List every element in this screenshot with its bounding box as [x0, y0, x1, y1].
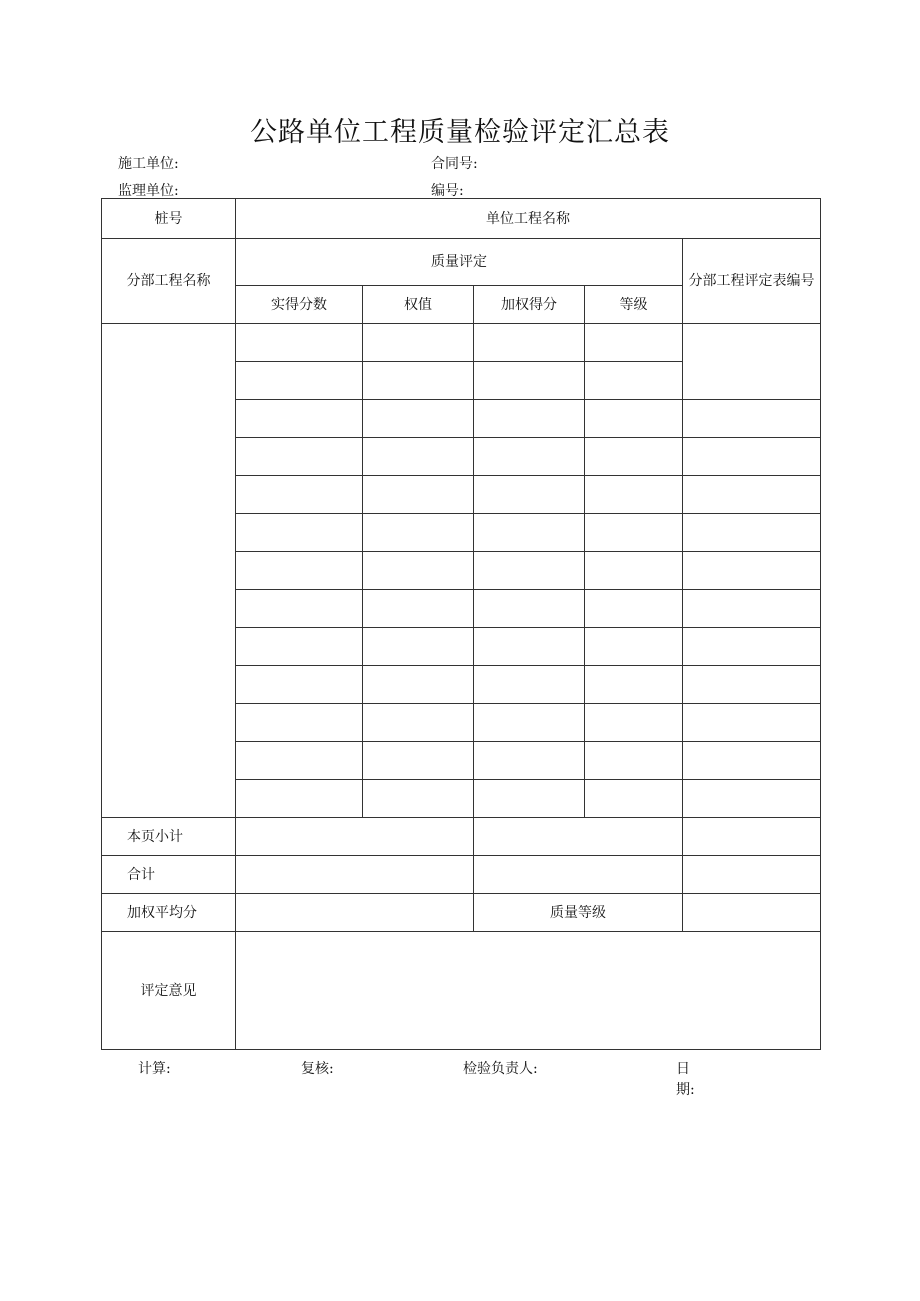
sub-form-no-cell[interactable]	[683, 666, 821, 704]
review-label: 复核:	[301, 1061, 334, 1077]
inspector-label: 检验负责人:	[463, 1061, 538, 1077]
form-title: 公路单位工程质量检验评定汇总表	[250, 117, 670, 148]
weight-cell[interactable]	[363, 476, 474, 514]
weight-cell[interactable]	[363, 324, 474, 362]
unit-project-name-label: 单位工程名称	[236, 199, 821, 239]
sub-project-name-cell[interactable]	[102, 324, 236, 818]
col-actual-score: 实得分数	[236, 286, 363, 324]
weighted-score-cell[interactable]	[474, 552, 585, 590]
pile-no-label: 桩号	[102, 199, 236, 239]
grade-cell[interactable]	[585, 552, 683, 590]
grade-cell[interactable]	[585, 400, 683, 438]
weighted-score-cell[interactable]	[474, 438, 585, 476]
actual-score-cell[interactable]	[236, 324, 363, 362]
sub-form-no-cell[interactable]	[683, 400, 821, 438]
weight-cell[interactable]	[363, 666, 474, 704]
grade-cell[interactable]	[585, 324, 683, 362]
weighted-average-cell[interactable]	[236, 894, 474, 932]
calculation-label: 计算:	[138, 1061, 171, 1077]
sub-form-no-cell[interactable]	[683, 514, 821, 552]
actual-score-cell[interactable]	[236, 362, 363, 400]
subtotal-extra-cell[interactable]	[683, 818, 821, 856]
actual-score-cell[interactable]	[236, 666, 363, 704]
date-label-line1: 日	[676, 1061, 690, 1077]
grade-cell[interactable]	[585, 590, 683, 628]
grade-cell[interactable]	[585, 780, 683, 818]
grade-cell[interactable]	[585, 628, 683, 666]
grade-cell[interactable]	[585, 742, 683, 780]
sub-project-name-label: 分部工程名称	[102, 239, 236, 324]
weight-cell[interactable]	[363, 400, 474, 438]
opinion-cell[interactable]	[236, 932, 821, 1050]
grade-cell[interactable]	[585, 476, 683, 514]
sub-form-no-cell[interactable]	[683, 628, 821, 666]
page-subtotal-label: 本页小计	[102, 818, 236, 856]
col-weight: 权值	[363, 286, 474, 324]
weight-cell[interactable]	[363, 552, 474, 590]
actual-score-cell[interactable]	[236, 400, 363, 438]
sub-form-no-cell[interactable]	[683, 438, 821, 476]
weighted-score-cell[interactable]	[474, 780, 585, 818]
weight-cell[interactable]	[363, 780, 474, 818]
sub-form-no-cell[interactable]	[683, 476, 821, 514]
evaluation-summary-table	[101, 198, 821, 1050]
construction-unit-label: 施工单位:	[118, 156, 179, 172]
weight-cell[interactable]	[363, 704, 474, 742]
weight-cell[interactable]	[363, 742, 474, 780]
weighted-score-cell[interactable]	[474, 628, 585, 666]
sub-form-no-cell[interactable]	[683, 590, 821, 628]
grade-cell[interactable]	[585, 362, 683, 400]
actual-score-cell[interactable]	[236, 590, 363, 628]
serial-no-label: 编号:	[431, 183, 464, 199]
actual-score-cell[interactable]	[236, 704, 363, 742]
sub-form-no-cell[interactable]	[683, 742, 821, 780]
weight-cell[interactable]	[363, 438, 474, 476]
table-row	[102, 324, 821, 362]
total-extra-cell[interactable]	[683, 856, 821, 894]
weighted-score-cell[interactable]	[474, 704, 585, 742]
grade-cell[interactable]	[585, 438, 683, 476]
subtotal-row	[102, 818, 821, 856]
actual-score-cell[interactable]	[236, 628, 363, 666]
actual-score-cell[interactable]	[236, 476, 363, 514]
header-row-pile	[102, 199, 821, 239]
weight-cell[interactable]	[363, 628, 474, 666]
grade-cell[interactable]	[585, 666, 683, 704]
sub-form-no-cell[interactable]	[683, 324, 821, 400]
weighted-score-cell[interactable]	[474, 362, 585, 400]
actual-score-cell[interactable]	[236, 552, 363, 590]
total-row	[102, 856, 821, 894]
grade-cell[interactable]	[585, 514, 683, 552]
weighted-average-label: 加权平均分	[102, 894, 236, 932]
actual-score-cell[interactable]	[236, 514, 363, 552]
sub-form-no-cell[interactable]	[683, 704, 821, 742]
quality-evaluation-label: 质量评定	[236, 239, 683, 286]
total-weighted-cell[interactable]	[474, 856, 683, 894]
actual-score-cell[interactable]	[236, 780, 363, 818]
weighted-average-row	[102, 894, 821, 932]
header-row-quality	[102, 239, 821, 286]
col-weighted-score: 加权得分	[474, 286, 585, 324]
supervision-unit-label: 监理单位:	[118, 183, 179, 199]
sub-form-no-label: 分部工程评定表编号	[683, 239, 821, 324]
grade-cell[interactable]	[585, 704, 683, 742]
opinion-row	[102, 932, 821, 1050]
opinion-label: 评定意见	[102, 932, 236, 1050]
weighted-score-cell[interactable]	[474, 666, 585, 704]
sub-form-no-cell[interactable]	[683, 552, 821, 590]
weighted-score-cell[interactable]	[474, 742, 585, 780]
date-label-line2: 期:	[676, 1082, 695, 1098]
contract-no-label: 合同号:	[431, 156, 478, 172]
weighted-score-cell[interactable]	[474, 476, 585, 514]
weighted-score-cell[interactable]	[474, 514, 585, 552]
sub-form-no-cell[interactable]	[683, 780, 821, 818]
weight-cell[interactable]	[363, 514, 474, 552]
total-score-cell[interactable]	[236, 856, 474, 894]
subtotal-weighted-cell[interactable]	[474, 818, 683, 856]
weighted-score-cell[interactable]	[474, 590, 585, 628]
quality-grade-label: 质量等级	[474, 894, 683, 932]
weight-cell[interactable]	[363, 590, 474, 628]
subtotal-score-cell[interactable]	[236, 818, 474, 856]
weighted-score-cell[interactable]	[474, 400, 585, 438]
total-label: 合计	[102, 856, 236, 894]
actual-score-cell[interactable]	[236, 742, 363, 780]
weight-cell[interactable]	[363, 362, 474, 400]
weighted-score-cell[interactable]	[474, 324, 585, 362]
actual-score-cell[interactable]	[236, 438, 363, 476]
quality-grade-cell[interactable]	[683, 894, 821, 932]
col-grade: 等级	[585, 286, 683, 324]
